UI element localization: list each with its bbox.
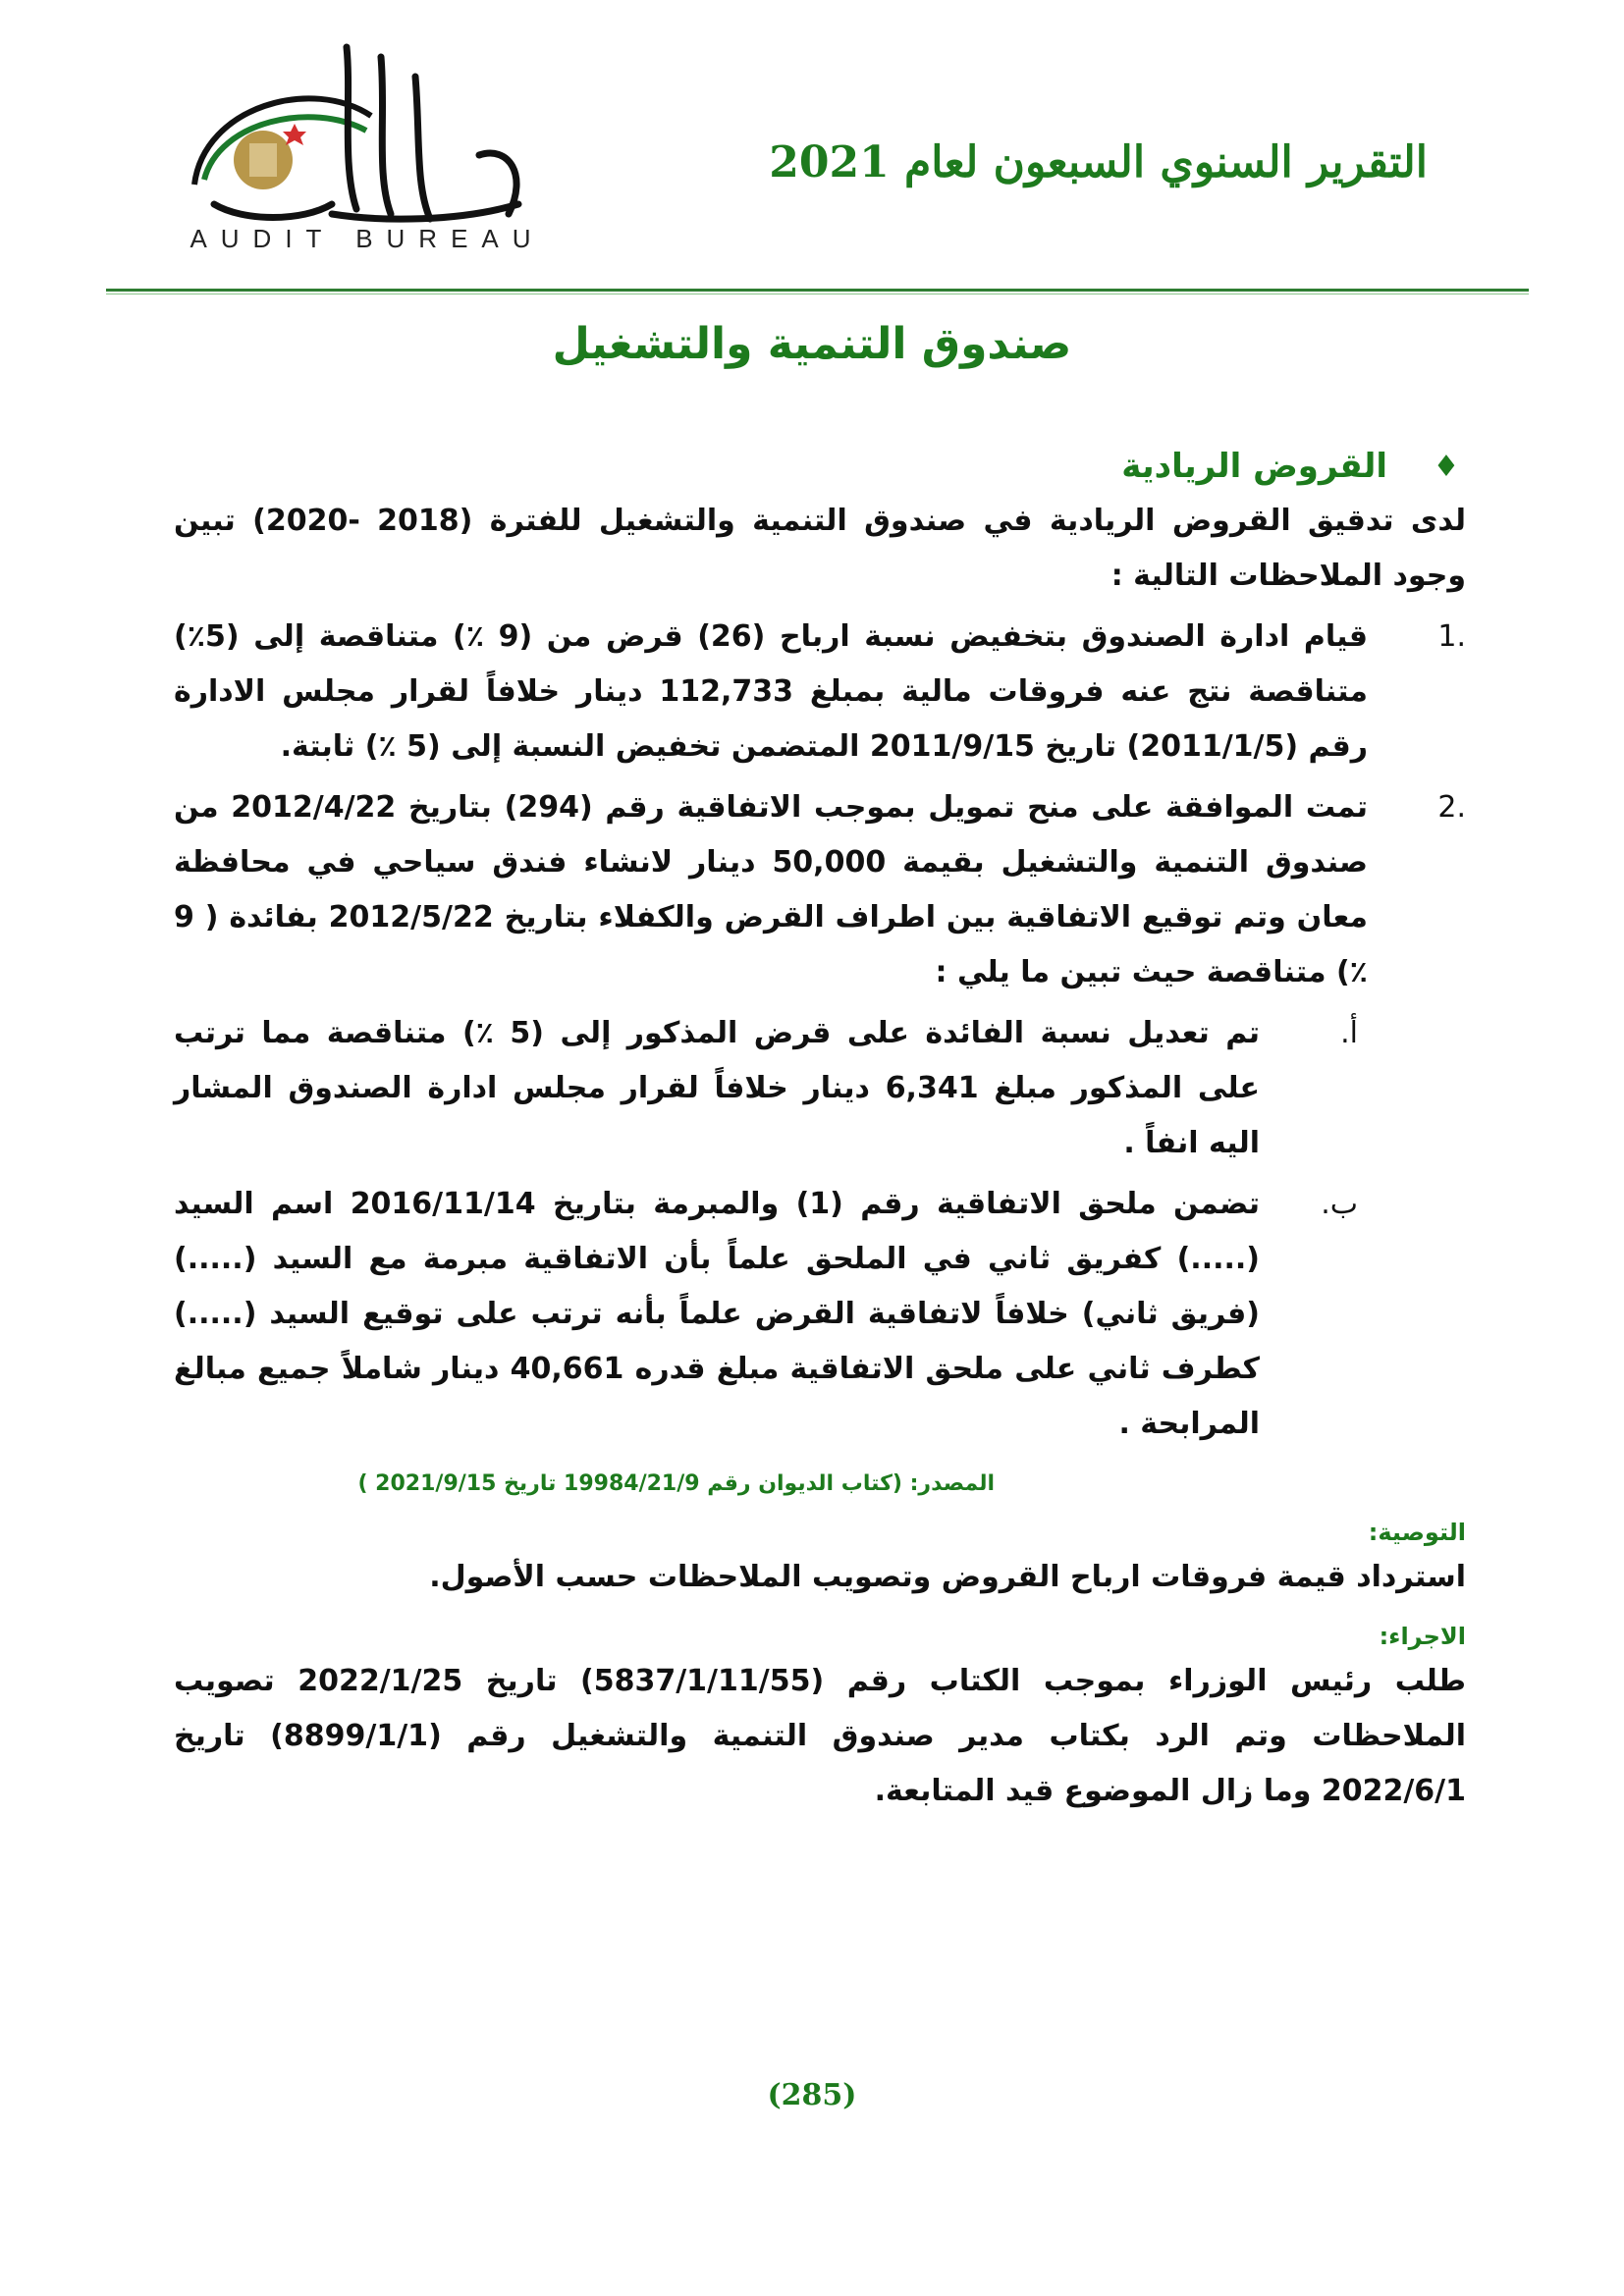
list-item-row (174, 610, 1466, 774)
action-heading: الاجراء: (1379, 1623, 1466, 1650)
source-citation: المصدر: (كتاب الديوان رقم 19984/21/9 تاريخ 2021/9/15 ) (357, 1471, 995, 1496)
list-item: تمت الموافقة على منح تمويل بموجب الاتفاقية رقم (294) بتاريخ 2012/4/22 من صندوق التنمية والتشغيل بقيمة 50,000 دينار لانشاء فندق سياحي في محافظة معان وتم توقيع الاتفاقية بين اطراف القرض والكفلاء بتاريخ 2012/5/22 بفائدة ( 9 ٪) متناقصة حيث تبين ما يلي : (174, 790, 1369, 989)
subitem-label: أ. (1340, 1016, 1358, 1050)
action-text: طلب رئيس الوزراء بموجب الكتاب رقم (5837/1/11/55) تاريخ 2022/1/25 تصويب الملاحظات وتم الرد بكتاب مدير صندوق التنمية والتشغيل رقم (8899/1/1) تاريخ 2022/6/1 وما زال الموضوع قيد المتابعة. (174, 1664, 1467, 1808)
subsection-heading: القروض الريادية (1121, 447, 1387, 486)
list-item: قيام ادارة الصندوق بتخفيض نسبة ارباح (26) قرض من (9 ٪) متناقصة إلى (5٪) متناقصة نتج عنه فروقات مالية بمبلغ 112,733 دينار خلافاً لقرار مجلس الادارة رقم (2011/1/5) تاريخ 2011/9/15 المتضمن تخفيض النسبة إلى (5 ٪) ثابتة. (174, 619, 1368, 764)
audit-bureau-logo (185, 37, 550, 224)
sub-list-item-row (174, 1177, 1466, 1452)
logo-text: AUDIT BUREAU (189, 224, 545, 253)
sub-list-item: تضمن ملحق الاتفاقية رقم (1) والمبرمة بتاريخ 2016/11/14 اسم السيد (.....) كفريق ثاني في الملحق علماً بأن الاتفاقية مبرمة مع السيد (.....) (فريق ثاني) خلافاً لاتفاقية القرض علماً بأنه ترتب على توقيع السيد (.....) كطرف ثاني على ملحق الاتفاقية مبلغ قدره 40,661 دينار شاملاً جميع مبالغ المرابحة . (174, 1187, 1260, 1441)
recommendation-text: استرداد قيمة فروقات ارباح القروض وتصويب الملاحظات حسب الأصول. (429, 1560, 1466, 1594)
sub-list-item-row (174, 1006, 1466, 1171)
diamond-bullet-icon: ♦ (1433, 449, 1460, 484)
subsection-heading-row (174, 447, 1466, 486)
main-content (174, 447, 1466, 1819)
item-number: .2 (1437, 790, 1466, 825)
report-title: التقرير السنوي السبعون لعام 2021 (769, 137, 1428, 187)
intro-paragraph: لدى تدقيق القروض الريادية في صندوق التنمية والتشغيل للفترة (2018 -2020) تبين وجود الملاحظات التالية : (174, 504, 1466, 593)
recommendation-heading: التوصية: (1368, 1519, 1466, 1546)
section-title: صندوق التنمية والتشغيل (552, 319, 1072, 369)
subitem-label: ب. (1321, 1187, 1358, 1221)
sub-list-item: تم تعديل نسبة الفائدة على قرض المذكور إلى (5 ٪) متناقصة مما ترتب على المذكور مبلغ 6,341 دينار خلافاً لقرار مجلس ادارة الصندوق المشار اليه انفاً . (174, 1016, 1260, 1160)
header-divider (106, 289, 1529, 292)
list-item-row (174, 780, 1466, 1000)
item-number: .1 (1437, 619, 1466, 654)
page-number: (285) (767, 2078, 857, 2112)
